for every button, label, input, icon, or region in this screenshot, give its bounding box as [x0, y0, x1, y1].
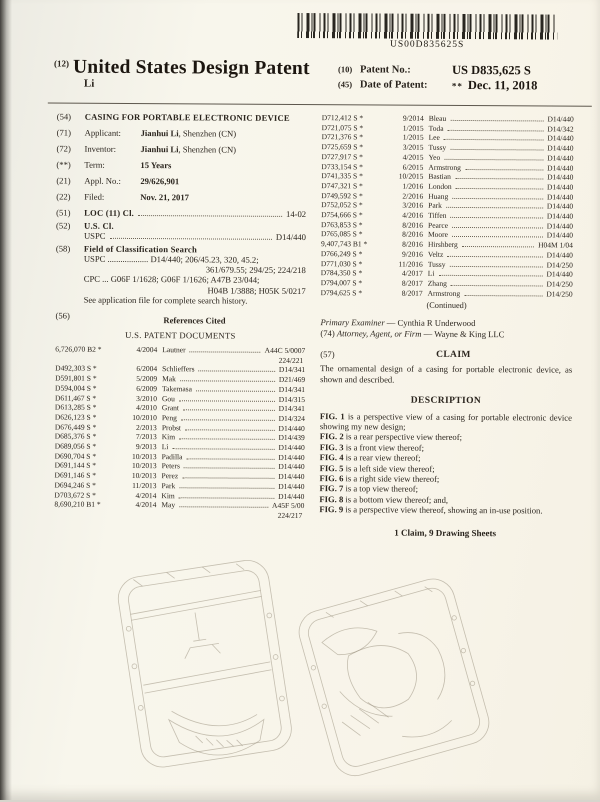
reference-name: Park — [428, 201, 442, 211]
reference-name: Bastian — [428, 171, 451, 182]
figure-text: is a front view thereof; — [343, 442, 425, 453]
drawing-sheet-preview — [0, 544, 599, 802]
reference-number: D492,303 S * — [55, 363, 97, 374]
reference-class: D14/440 — [278, 452, 305, 462]
reference-number: D727,917 S * — [321, 151, 363, 162]
reference-date: 8/2016 — [402, 230, 424, 240]
reference-number: D694,246 S * — [54, 480, 96, 490]
reference-name: Pearce — [428, 220, 449, 230]
patent-no-value: US D835,625 S — [451, 62, 531, 78]
reference-name: Hirshberg — [427, 239, 458, 250]
reference-number: D725,659 S * — [321, 142, 364, 152]
reference-class: D14/250 — [546, 260, 573, 270]
reference-name: London — [428, 181, 452, 191]
reference-date: 10/2013 — [131, 461, 157, 471]
reference-class: D14/440 — [278, 481, 305, 491]
title-row — [54, 56, 338, 80]
claim-title: CLAIM — [436, 350, 471, 361]
reference-number: D741,335 S * — [321, 171, 363, 181]
dot-leader — [172, 448, 274, 450]
reference-date: 11/2013 — [132, 480, 157, 490]
dot-leader — [185, 429, 275, 431]
section-58 — [56, 243, 306, 306]
section-54 — [57, 112, 307, 124]
reference-name: Yeo — [428, 152, 441, 162]
reference-class: D14/440 — [278, 472, 305, 482]
figure-text: is a rear view thereof; — [343, 452, 421, 463]
reference-class: D14/324 — [278, 413, 305, 423]
reference-date: 10/2013 — [131, 471, 157, 481]
reference-class: D14/342 — [547, 124, 574, 134]
reference-name: Toda — [428, 123, 444, 133]
reference-name: Tussy — [428, 142, 447, 152]
reference-date: 6/2004 — [136, 364, 158, 374]
reference-class: D14/440 — [547, 143, 574, 153]
reference-number: D691,146 S * — [54, 470, 97, 480]
reference-name: Gou — [161, 393, 175, 403]
dot-leader — [456, 188, 543, 190]
reference-name: Park — [161, 481, 176, 491]
field-search-line: H04B 1/3888; H05K 5/0217 — [207, 285, 306, 296]
figure-label: FIG. 5 — [319, 462, 344, 473]
patent-no-label: Patent No.: — [359, 64, 411, 76]
date-text: Dec. 11, 2018 — [467, 78, 538, 93]
reference-class: A44C 5/0007 — [264, 345, 306, 356]
reference-number: 9,407,743 B1 * — [320, 239, 368, 249]
reference-name: Veltz — [427, 249, 444, 259]
reference-name: Moore — [427, 230, 449, 240]
reference-number: D721,376 S * — [321, 132, 364, 142]
field-search-note: See application file for complete search history. — [83, 294, 248, 306]
section-number: (21) — [56, 175, 71, 186]
dot-leader — [180, 380, 275, 382]
invention-title: CASING FOR PORTABLE ELECTRONIC DEVICE — [84, 111, 290, 123]
reference-name: Padilla — [161, 451, 183, 462]
reference-class: D14/250 — [546, 279, 573, 289]
reference-date: 3/2010 — [136, 393, 158, 403]
reference-date: 5/2009 — [136, 374, 158, 384]
two-column-body — [54, 112, 574, 539]
date-value — [452, 78, 576, 95]
reference-date: 1/2015 — [402, 123, 424, 133]
figure-label: FIG. 9 — [319, 504, 344, 515]
continued-label: (Continued) — [426, 301, 467, 311]
inventor-label: Inventor: — [84, 143, 117, 154]
reference-name: Huang — [428, 191, 449, 201]
reference-class: D14/440 — [546, 250, 573, 260]
barcode-number: US00D835625S — [389, 39, 465, 50]
reference-number: D763,853 S * — [321, 219, 363, 230]
references-table-right — [321, 113, 574, 299]
reference-class: D14/440 — [547, 114, 574, 124]
reference-name: Bleau — [428, 113, 447, 123]
dot-leader — [452, 236, 543, 238]
reference-number: D721,075 S * — [321, 122, 364, 133]
reference-date: 7/2013 — [135, 432, 157, 442]
reference-number: D676,449 S * — [54, 422, 97, 432]
inventor-surname: Li — [83, 77, 95, 90]
section-number: (22) — [56, 191, 71, 202]
reference-date: 8/2017 — [401, 288, 423, 298]
left-column — [54, 112, 307, 537]
reference-class: D14/440 — [546, 221, 574, 231]
reference-number: D626,123 S * — [54, 412, 97, 422]
reference-date: 6/2009 — [136, 383, 158, 393]
dot-leader — [444, 139, 544, 141]
figure-text: is a right side view thereof; — [343, 473, 440, 484]
reference-class: D14/440 — [278, 423, 305, 433]
reference-class: D14/440 — [547, 182, 574, 192]
reference-class: D14/440 — [546, 269, 573, 279]
dot-leader — [449, 265, 542, 267]
reference-date: 3/2015 — [402, 142, 424, 152]
dot-leader — [196, 390, 275, 391]
figure-drawing-rear-perspective — [286, 566, 502, 799]
barcode-icon — [297, 13, 557, 40]
section-number: (56) — [55, 310, 70, 321]
reference-name: Schlieffers — [162, 364, 195, 374]
dot-leader — [184, 468, 274, 470]
field-search-title: Field of Classification Search — [83, 243, 197, 254]
reference-date: 10/2015 — [398, 171, 424, 181]
dot-leader — [455, 178, 543, 180]
reference-date: 8/2016 — [402, 220, 424, 230]
us-patent-documents-heading: U.S. PATENT DOCUMENTS — [125, 329, 236, 341]
dot-leader — [179, 400, 275, 402]
reference-class: D14/341 — [278, 384, 306, 394]
reference-class: D14/440 — [546, 211, 574, 221]
reference-class: D14/440 — [278, 442, 305, 453]
dot-leader — [450, 149, 543, 151]
dot-leader — [462, 246, 534, 247]
section-number: (51) — [56, 207, 71, 218]
reference-number: D794,625 S * — [320, 287, 363, 298]
uspc-label: USPC — [83, 230, 106, 241]
right-column — [319, 113, 574, 538]
reference-class: D14/250 — [546, 289, 573, 299]
dot-leader — [179, 497, 274, 499]
reference-class: H04M 1/04 — [538, 240, 573, 250]
reference-name: Armstrong — [428, 162, 461, 172]
reference-date: 8/2017 — [401, 278, 423, 288]
reference-date: 1/2015 — [402, 133, 424, 143]
reference-class: D14/440 — [278, 462, 305, 472]
reference-number: D712,412 S * — [321, 113, 364, 123]
dot-leader — [465, 169, 543, 170]
section-term — [56, 160, 306, 172]
reference-class: D14/439 — [278, 433, 305, 443]
reference-date: 9/2016 — [402, 249, 423, 259]
figure-label: FIG. 2 — [319, 431, 344, 442]
reference-number: D771,030 S * — [320, 258, 363, 268]
patent-no-code: (10) — [337, 64, 353, 75]
reference-class: A45F 5/00 — [272, 501, 305, 511]
field-search-line: USPC ................... D14/440; 206/45.23, 320, 45.2; — [83, 253, 259, 265]
header-right — [338, 58, 576, 94]
kind-code: (12) — [54, 58, 70, 69]
reference-row — [321, 288, 573, 299]
figure-label: FIG. 8 — [319, 493, 344, 505]
reference-number: D754,666 S * — [321, 210, 363, 220]
applicant-label: Applicant: — [84, 127, 121, 138]
reference-date: 4/2010 — [136, 403, 157, 413]
reference-row — [55, 345, 305, 356]
claims-sheets-footer: 1 Claim, 9 Drawing Sheets — [394, 527, 497, 538]
dot-leader — [179, 507, 268, 509]
section-56 — [55, 310, 305, 328]
dot-leader — [446, 207, 543, 209]
appl-no-label: Appl. No.: — [84, 175, 121, 186]
reference-number: 8,690,210 B1 * — [54, 499, 101, 510]
reference-number: D752,052 S * — [321, 200, 363, 210]
primary-examiner-line: Primary Examiner — Cynthia R Underwood — [320, 317, 476, 329]
reference-number: D766,249 S * — [320, 248, 363, 259]
dot-leader — [438, 275, 542, 277]
reference-number: D690,704 S * — [54, 451, 97, 461]
reference-date: 4/2015 — [402, 152, 424, 162]
dot-leader — [190, 351, 261, 352]
reference-date: 8/2016 — [402, 239, 423, 249]
figure-text: is a left side view thereof; — [343, 462, 435, 474]
reference-name: Peters — [161, 461, 180, 471]
reference-date: 10/2010 — [132, 412, 157, 423]
reference-date: 4/2017 — [401, 268, 423, 278]
dot-leader — [452, 227, 543, 229]
section-number: (72) — [56, 143, 71, 154]
section-22 — [56, 192, 306, 204]
figure-description-line — [320, 411, 572, 433]
reference-number: D703,672 S * — [54, 490, 96, 500]
reference-name: Lee — [428, 133, 440, 143]
reference-date: 1/2016 — [402, 181, 424, 191]
reference-number: D591,801 S * — [55, 373, 97, 383]
figure-text: is a perspective view thereof, showing an in-use position. — [343, 504, 543, 516]
section-51 — [56, 208, 306, 220]
figure-label: FIG. 4 — [319, 452, 344, 463]
reference-number: D613,285 S * — [54, 402, 97, 412]
figure-label: FIG. 1 — [319, 410, 345, 421]
reference-class: D14/440 — [546, 201, 574, 211]
uspc-value: D14/440 — [275, 231, 307, 243]
reference-number: D685,376 S * — [54, 431, 97, 442]
section-number: (52) — [56, 220, 71, 231]
reference-date: 11/2016 — [398, 259, 423, 269]
claim-number: (57) — [320, 349, 335, 360]
term-disclaimer-stars: ** — [451, 80, 463, 91]
reference-name: Peng — [161, 413, 177, 423]
dot-leader — [186, 458, 274, 460]
reference-number: D689,056 S * — [54, 441, 97, 451]
reference-class: D14/341 — [278, 365, 306, 375]
term-value: 15 Years — [140, 160, 172, 171]
filed-value: Nov. 21, 2017 — [140, 192, 189, 203]
figure-description-list — [319, 411, 572, 517]
reference-name: Kim — [161, 432, 176, 442]
reference-number: D691,144 S * — [54, 460, 97, 471]
inventor-value: Jianhui Li, Shenzhen (CN) — [140, 144, 237, 155]
references-title: References Cited — [163, 314, 226, 326]
section-71 — [57, 128, 307, 140]
reference-name: Li — [161, 442, 169, 452]
reference-name: Kim — [161, 490, 175, 500]
section-21 — [56, 176, 306, 188]
reference-name: Lautner — [162, 345, 186, 355]
dot-leader — [199, 371, 275, 372]
page-title: United States Design Patent — [72, 56, 310, 80]
document-header — [54, 56, 576, 94]
dot-leader — [181, 419, 275, 421]
reference-class: D21/469 — [278, 374, 306, 385]
figure-label: FIG. 3 — [319, 441, 344, 453]
reference-date: 4/2014 — [135, 500, 157, 510]
reference-name: Tiffen — [428, 210, 447, 220]
dot-leader — [444, 159, 543, 161]
figure-text: is a rear perspective view thereof; — [343, 431, 463, 443]
reference-date: 9/2014 — [402, 113, 424, 123]
dot-leader — [183, 410, 275, 412]
reference-class: D14/440 — [278, 491, 305, 501]
reference-date: 4/2014 — [135, 490, 157, 500]
reference-date: 3/2016 — [402, 200, 424, 211]
section-52 — [56, 220, 306, 243]
dot-leader — [450, 217, 542, 219]
reference-date: 2/2013 — [135, 422, 157, 432]
reference-name: Grant — [161, 403, 180, 413]
dot-leader — [448, 130, 544, 132]
term-label: Term: — [84, 159, 105, 170]
us-cl-title: U.S. Cl. — [84, 220, 114, 231]
reference-name: Li — [427, 269, 435, 279]
patent-number-row — [338, 62, 576, 78]
reference-date: 10/2013 — [132, 451, 157, 461]
reference-class: D14/341 — [278, 404, 305, 414]
appl-no-value: 29/626,901 — [140, 176, 180, 187]
section-72 — [56, 144, 306, 156]
reference-number: D594,004 S * — [55, 383, 97, 393]
dot-leader — [138, 215, 282, 217]
dot-leader — [452, 198, 543, 200]
figure-text: is a bottom view thereof; and, — [343, 494, 449, 505]
reference-name: Tussy — [427, 259, 446, 269]
filed-label: Filed: — [84, 191, 105, 202]
dot-leader — [182, 477, 274, 479]
header-left — [54, 56, 338, 91]
reference-name: Armstrong — [427, 288, 461, 298]
dot-leader — [451, 285, 543, 287]
reference-number: D784,350 S * — [320, 268, 363, 278]
header-divider — [48, 102, 592, 106]
section-number: (54) — [56, 111, 72, 122]
reference-number: D733,154 S * — [321, 161, 363, 171]
dot-leader — [179, 487, 274, 489]
reference-date: 4/2004 — [136, 345, 158, 355]
reference-class: D14/440 — [547, 133, 574, 144]
reference-date: 2/2016 — [402, 191, 424, 201]
reference-number: D765,085 S * — [320, 229, 363, 239]
figure-description-line — [319, 504, 571, 516]
reference-class: D14/440 — [547, 153, 574, 163]
claim-header — [320, 349, 572, 361]
reference-number: D747,321 S * — [321, 181, 363, 191]
reference-name: Mak — [162, 374, 176, 384]
loc-value: 14-02 — [286, 208, 307, 220]
figure-label: FIG. 7 — [319, 483, 344, 494]
dot-leader — [464, 295, 542, 296]
reference-number: D794,007 S * — [320, 278, 363, 288]
claim-text: The ornamental design of a casing for portable electronic device, as shown and described. — [320, 363, 573, 385]
section-number: (71) — [56, 127, 71, 138]
references-table-left — [54, 345, 305, 521]
reference-date: 4/2016 — [402, 210, 424, 220]
reference-date: 9/2013 — [135, 442, 157, 452]
reference-number: D611,467 S * — [54, 393, 97, 403]
reference-class: D14/440 — [546, 192, 574, 202]
reference-name: May — [161, 500, 176, 510]
date-code: (45) — [337, 79, 353, 90]
reference-number: D749,592 S * — [321, 190, 363, 201]
reference-name: Probst — [161, 422, 182, 432]
section-number: (58) — [55, 243, 71, 254]
reference-class-continued: 224/221 — [278, 355, 304, 365]
reference-name: Takemasa — [162, 383, 192, 394]
reference-name: Perez — [161, 471, 179, 481]
attorney-line: (74) Attorney, Agent, or Firm — Wayne & King LLC — [320, 328, 505, 340]
description-title: DESCRIPTION — [410, 395, 482, 406]
dot-leader — [179, 439, 274, 441]
reference-class-continued: 224/217 — [277, 510, 303, 520]
barcode-block — [297, 13, 557, 51]
field-search-line: CPC ... G06F 1/1628; G06F 1/1626; A47B 23/044; — [83, 274, 260, 286]
patent-date-row — [338, 77, 576, 94]
reference-number: 6,726,070 B2 * — [55, 344, 102, 354]
field-search-line: 361/679.55; 294/25; 224/218 — [205, 264, 306, 276]
figure-label: FIG. 6 — [319, 473, 344, 484]
loc-label: LOC (11) Cl. — [84, 207, 135, 218]
section-number: (**) — [56, 159, 71, 170]
dot-leader — [450, 120, 543, 122]
figure-text: is a top view thereof; — [343, 483, 419, 495]
reference-name: Zhang — [427, 278, 447, 288]
applicant-value: Jianhui Li, Shenzhen (CN) — [140, 128, 237, 139]
reference-class: D14/440 — [547, 163, 574, 173]
reference-class: D14/440 — [547, 172, 574, 182]
reference-date: 6/2015 — [402, 162, 424, 172]
dot-leader — [447, 256, 542, 258]
reference-class: D14/315 — [278, 394, 306, 404]
date-label: Date of Patent: — [359, 79, 428, 91]
reference-class: D14/440 — [546, 230, 574, 241]
figure-text: is a perspective view of a casing for portable electronic device showing my new design; — [319, 410, 572, 432]
dot-leader — [109, 238, 271, 240]
